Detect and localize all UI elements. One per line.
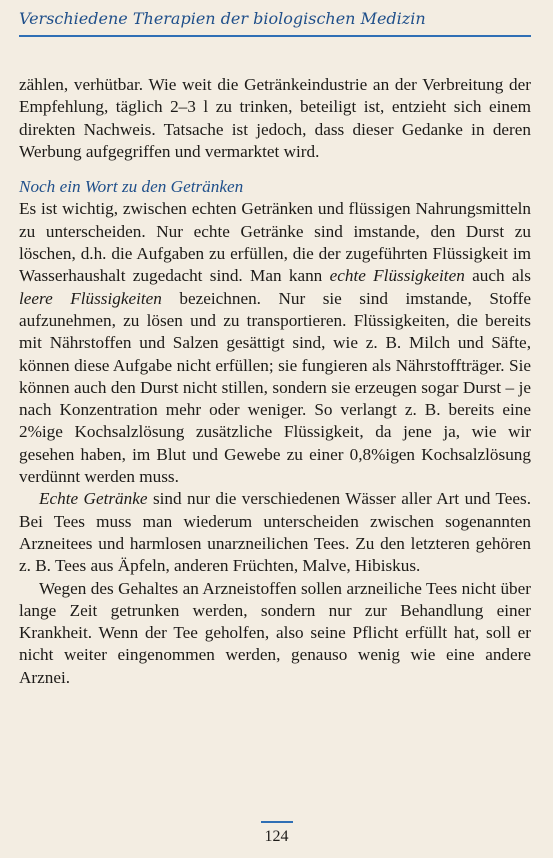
emphasis-echte-getraenke: Echte Getränke [39,489,148,509]
emphasis-echte-fluessigkeiten: echte Flüssigkeiten [329,266,465,286]
page-number: 124 [264,828,289,845]
paragraph-2 [19,198,531,488]
header-rule [19,35,531,37]
paragraph-3-text: sind nur die verschiedenen Wässer aller Art und Tees. Bei Tees muss man wiederum unterscheiden zwischen sogenannten Arzneitees und harmlosen unarzneilichen Tees. Zu den letzteren gehören z. B. Tees aus Äpfeln, anderen Früchten, Malve, Hibiskus. [19,489,532,576]
paragraph-2-text-1: Es ist wichtig, zwischen echten Getränken und flüssigen Nahrungsmitteln zu unterscheiden. Nur echte Getränke sind imstande, den Durst zu löschen, d.h. die Aufgaben zu erfüllen, die der zugeführten Flüssigkeit im Wasserhaushalt zugedacht sind. Man kann [19,199,531,286]
paragraph-3 [19,488,531,577]
paragraph-4: Wegen des Gehaltes an Arzneistoffen sollen arzneiliche Tees nicht über lange Zeit getrunken werden, sondern nur zur Behandlung einer Krankheit. Wenn der Tee geholfen, also seine Pflicht erfüllt hat, soll er nicht weiter eingenommen werden, genauso wenig wie eine andere Arznei. [19,578,531,687]
running-header: Verschiedene Therapien der biologischen Medizin [19,9,426,28]
page-body [19,74,531,689]
paragraph-1: zählen, verhütbar. Wie weit die Getränkeindustrie an der Verbreitung der Empfehlung, täglich 2–3 l zu trinken, beteiligt ist, entzieht sich einem direkten Nachweis. Tatsache ist jedoch, dass dieser Gedanke in deren Werbung aufgegriffen und vermarktet wird. [19,75,531,161]
paragraph-2-text-2: auch als [464,266,531,286]
emphasis-leere-fluessigkeiten: leere Flüssigkeiten [19,288,162,308]
footer-rule [261,821,293,823]
paragraph-2-text-3: bezeichnen. Nur sie sind imstande, Stoffe aufzunehmen, zu lösen und zu transportieren. Flüssigkeiten, die bereits mit Nährstoffen und Salzen gesättigt sind, wie z. B. Milch und Säfte, können diese Aufgabe nicht erfüllen; sie fungieren als Nährstoffträger. Sie können auch den Durst nicht stillen, sondern sie erzeugen sogar Durst – je nach Konzentration mehr oder weniger. So verlangt z. B. bereits eine 2%ige Kochsalzlösung zusätzliche Flüssigkeit, da jene ja, wie wir gesehen haben, im Blut und Gewebe zu einer 0,8%igen Kochsalzlösung verdünnt werden muss. [19,288,532,487]
section-heading: Noch ein Wort zu den Getränken [19,177,244,197]
